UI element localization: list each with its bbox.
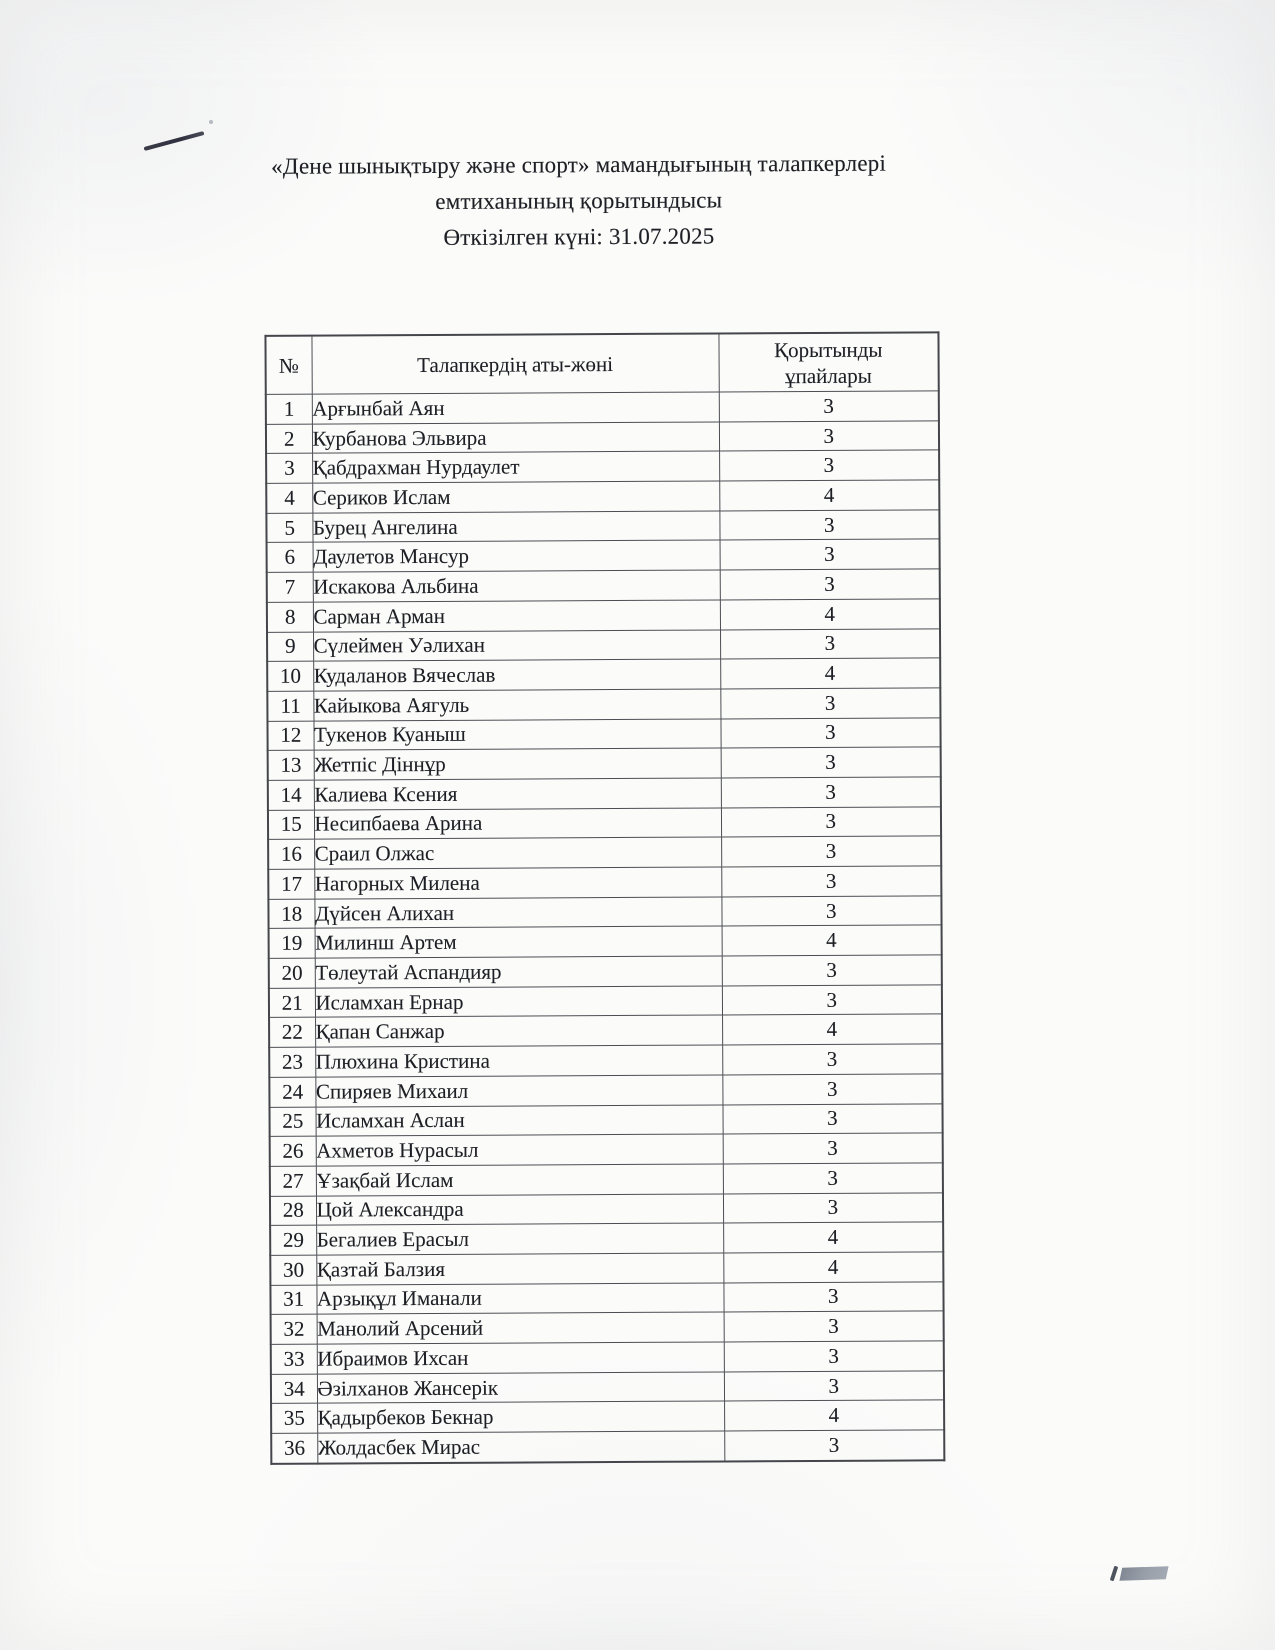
table-row bbox=[266, 480, 939, 513]
applicant-name: Жолдасбек Мирас bbox=[317, 1431, 724, 1463]
score-value: 4 bbox=[719, 480, 939, 511]
table-row bbox=[267, 688, 940, 721]
applicant-name: Ұзақбай Ислам bbox=[316, 1164, 723, 1196]
table-row bbox=[266, 421, 939, 454]
row-number: 16 bbox=[268, 839, 314, 869]
applicant-name: Нагорных Милена bbox=[314, 867, 721, 899]
applicant-name: Цой Александра bbox=[316, 1194, 723, 1226]
table-row bbox=[270, 1252, 943, 1285]
row-number: 23 bbox=[269, 1047, 315, 1077]
table-row bbox=[270, 1133, 943, 1166]
row-number: 9 bbox=[267, 632, 313, 662]
table-header-row bbox=[265, 332, 938, 394]
row-number: 33 bbox=[271, 1344, 317, 1374]
gray-box-mark bbox=[1119, 1566, 1168, 1581]
score-value: 3 bbox=[721, 806, 941, 837]
table-row bbox=[268, 777, 941, 810]
table-row bbox=[269, 1103, 942, 1136]
table-row bbox=[267, 539, 940, 572]
applicant-name: Ахметов Нурасыл bbox=[316, 1134, 723, 1166]
row-number: 3 bbox=[266, 453, 312, 483]
score-value: 4 bbox=[723, 1252, 943, 1283]
score-value: 3 bbox=[723, 1133, 943, 1164]
row-number: 24 bbox=[269, 1077, 315, 1107]
table-row bbox=[267, 628, 940, 661]
applicant-name: Исламхан Ернар bbox=[315, 986, 722, 1018]
table-row bbox=[269, 985, 942, 1018]
applicant-name: Ибраимов Ихсан bbox=[317, 1342, 724, 1374]
table-row bbox=[271, 1341, 944, 1374]
table-row bbox=[269, 1014, 942, 1047]
row-number: 27 bbox=[270, 1166, 316, 1196]
row-number: 32 bbox=[271, 1314, 317, 1344]
score-value: 4 bbox=[720, 599, 940, 630]
column-header-score bbox=[718, 332, 938, 392]
score-value: 3 bbox=[719, 510, 939, 541]
score-value: 3 bbox=[720, 628, 940, 659]
score-value: 3 bbox=[724, 1311, 944, 1342]
row-number: 10 bbox=[267, 661, 313, 691]
row-number: 7 bbox=[267, 572, 313, 602]
score-value: 3 bbox=[719, 450, 939, 481]
table-row bbox=[270, 1163, 943, 1196]
row-number: 29 bbox=[270, 1225, 316, 1255]
row-number: 5 bbox=[266, 513, 312, 543]
score-value: 3 bbox=[722, 1044, 942, 1075]
table-row bbox=[271, 1311, 944, 1344]
applicant-name: Несипбаева Арина bbox=[314, 808, 721, 840]
applicant-name: Сүлеймен Уәлихан bbox=[313, 629, 720, 661]
row-number: 8 bbox=[267, 602, 313, 632]
score-value: 3 bbox=[721, 896, 941, 927]
applicant-name: Манолий Арсений bbox=[317, 1312, 724, 1344]
score-value: 3 bbox=[723, 1163, 943, 1194]
table-row bbox=[266, 391, 939, 424]
score-value: 4 bbox=[724, 1400, 944, 1431]
table-row bbox=[268, 866, 941, 899]
applicant-name: Дүйсен Алихан bbox=[314, 897, 721, 929]
table-row bbox=[269, 925, 942, 958]
row-number: 26 bbox=[270, 1136, 316, 1166]
applicant-name: Тукенов Куаныш bbox=[313, 719, 720, 751]
table-row bbox=[268, 836, 941, 869]
row-number: 18 bbox=[268, 899, 314, 929]
table-row bbox=[270, 1222, 943, 1255]
row-number: 20 bbox=[269, 958, 315, 988]
applicant-name: Милинш Артем bbox=[315, 926, 722, 958]
score-value: 3 bbox=[720, 717, 940, 748]
score-value: 4 bbox=[723, 1222, 943, 1253]
table-row bbox=[271, 1400, 944, 1433]
applicant-name: Арғынбай Аян bbox=[312, 392, 719, 424]
table-row bbox=[269, 955, 942, 988]
table-row bbox=[270, 1192, 943, 1225]
applicant-name: Әзілханов Жансерік bbox=[317, 1372, 724, 1404]
score-value: 3 bbox=[722, 1103, 942, 1134]
column-header-score-line2: ұпайлары bbox=[785, 363, 872, 388]
score-value: 3 bbox=[721, 747, 941, 778]
applicant-name: Сарман Арман bbox=[313, 600, 720, 632]
row-number: 25 bbox=[269, 1107, 315, 1137]
score-value: 3 bbox=[724, 1430, 944, 1461]
applicant-name: Кайыкова Аягуль bbox=[313, 689, 720, 721]
applicant-name: Сериков Ислам bbox=[312, 481, 719, 513]
slash-mark bbox=[1110, 1566, 1118, 1582]
table-row bbox=[266, 450, 939, 483]
row-number: 2 bbox=[266, 424, 312, 454]
row-number: 6 bbox=[267, 543, 313, 573]
row-number: 4 bbox=[266, 483, 312, 513]
table-row bbox=[271, 1370, 944, 1403]
applicant-name: Калиева Ксения bbox=[314, 778, 721, 810]
document-title-line1: «Дене шынықтыру және спорт» мамандығының талапкерлері bbox=[271, 150, 887, 179]
results-table bbox=[264, 331, 945, 1464]
score-value: 3 bbox=[719, 421, 939, 452]
score-value: 3 bbox=[721, 777, 941, 808]
score-value: 3 bbox=[724, 1370, 944, 1401]
row-number: 28 bbox=[270, 1196, 316, 1226]
column-header-score-line1: Қорытынды bbox=[774, 337, 883, 362]
table-row bbox=[267, 569, 940, 602]
row-number: 36 bbox=[271, 1433, 317, 1463]
score-value: 3 bbox=[722, 1074, 942, 1105]
table-row bbox=[267, 658, 940, 691]
table-row bbox=[271, 1430, 944, 1464]
applicant-name: Қадырбеков Бекнар bbox=[317, 1401, 724, 1433]
applicant-name: Спиряев Михаил bbox=[315, 1075, 722, 1107]
column-header-number: № bbox=[265, 336, 311, 395]
document-title bbox=[128, 145, 1029, 258]
applicant-name: Сраил Олжас bbox=[314, 837, 721, 869]
score-value: 3 bbox=[723, 1192, 943, 1223]
table-row bbox=[268, 806, 941, 839]
table-row bbox=[268, 896, 941, 929]
applicant-name: Курбанова Эльвира bbox=[312, 422, 719, 454]
applicant-name: Төлеутай Аспандияр bbox=[315, 956, 722, 988]
applicant-name: Қапан Санжар bbox=[315, 1015, 722, 1047]
row-number: 22 bbox=[269, 1018, 315, 1048]
results-table-body bbox=[266, 391, 945, 1464]
score-value: 3 bbox=[724, 1341, 944, 1372]
row-number: 1 bbox=[266, 394, 312, 424]
score-value: 3 bbox=[720, 539, 940, 570]
applicant-name: Кудаланов Вячеслав bbox=[313, 659, 720, 691]
row-number: 35 bbox=[271, 1403, 317, 1433]
score-value: 3 bbox=[719, 391, 939, 422]
score-value: 3 bbox=[721, 866, 941, 897]
row-number: 12 bbox=[267, 721, 313, 751]
row-number: 30 bbox=[270, 1255, 316, 1285]
score-value: 3 bbox=[720, 569, 940, 600]
table-row bbox=[267, 717, 940, 750]
applicant-name: Даулетов Мансур bbox=[313, 540, 720, 572]
scan-corner-mark bbox=[1104, 1564, 1174, 1584]
table-row bbox=[266, 510, 939, 543]
score-value: 4 bbox=[722, 1014, 942, 1045]
document-date: Өткізілген күні: 31.07.2025 bbox=[443, 223, 715, 250]
row-number: 14 bbox=[268, 780, 314, 810]
applicant-name: Исламхан Аслан bbox=[315, 1104, 722, 1136]
row-number: 34 bbox=[271, 1374, 317, 1404]
score-value: 3 bbox=[722, 985, 942, 1016]
applicant-name: Қазтай Балзия bbox=[316, 1253, 723, 1285]
applicant-name: Жетпіс Діннұр bbox=[314, 748, 721, 780]
row-number: 21 bbox=[269, 988, 315, 1018]
applicant-name: Искакова Альбина bbox=[313, 570, 720, 602]
applicant-name: Арзықұл Иманали bbox=[316, 1283, 723, 1315]
row-number: 17 bbox=[268, 869, 314, 899]
score-value: 4 bbox=[720, 658, 940, 689]
document-title-line2: емтиханының қорытындысы bbox=[435, 187, 723, 214]
row-number: 15 bbox=[268, 810, 314, 840]
row-number: 13 bbox=[268, 750, 314, 780]
column-header-name: Талапкердің аты-жөні bbox=[311, 333, 718, 394]
score-value: 3 bbox=[722, 955, 942, 986]
row-number: 31 bbox=[270, 1285, 316, 1315]
table-row bbox=[267, 599, 940, 632]
table-row bbox=[269, 1044, 942, 1077]
score-value: 3 bbox=[721, 836, 941, 867]
row-number: 19 bbox=[269, 928, 315, 958]
applicant-name: Бурец Ангелина bbox=[312, 511, 719, 543]
score-value: 3 bbox=[723, 1281, 943, 1312]
row-number: 11 bbox=[267, 691, 313, 721]
table-row bbox=[268, 747, 941, 780]
applicant-name: Бегалиев Ерасыл bbox=[316, 1223, 723, 1255]
applicant-name: Плюхина Кристина bbox=[315, 1045, 722, 1077]
score-value: 4 bbox=[722, 925, 942, 956]
table-row bbox=[270, 1281, 943, 1314]
applicant-name: Қабдрахман Нурдаулет bbox=[312, 451, 719, 483]
score-value: 3 bbox=[720, 688, 940, 719]
table-row bbox=[269, 1074, 942, 1107]
